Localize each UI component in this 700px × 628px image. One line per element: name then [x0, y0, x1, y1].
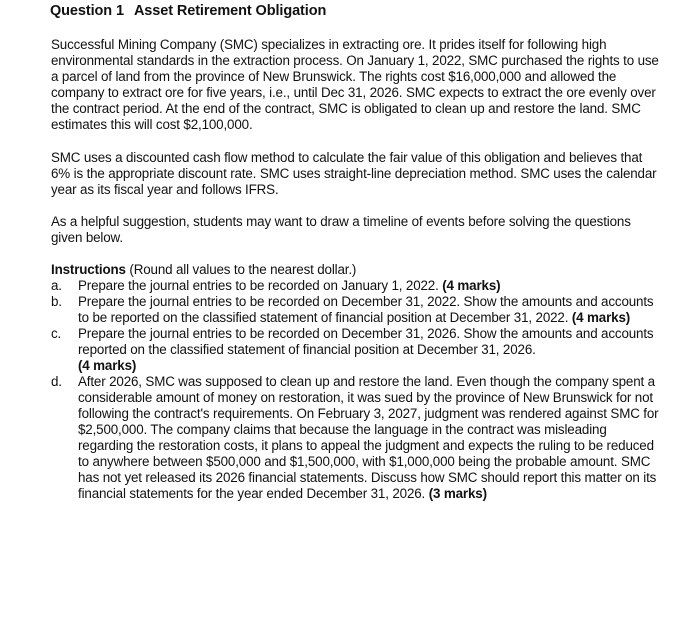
item-marker: d.: [51, 374, 62, 389]
item-text: Prepare the journal entries to be recorded on December 31, 2022. Show the amounts and accounts to be reported on the classified statement of financial position at December 31, 2022.: [78, 294, 654, 325]
item-marks: (3 marks): [428, 486, 487, 501]
item-marks: (4 marks): [571, 310, 631, 325]
instructions-section: [51, 262, 661, 502]
item-marker: b.: [51, 294, 62, 309]
item-text: After 2026, SMC was supposed to clean up and restore the land. Even though the company spent a considerable amount of money on restoration, it was sued by the province of New Brunswick for not following the contract's requirements. On February 3, 2027, judgment was rendered against SMC for $2,500,000. The company claims that because the language in the contract was misleading regarding the restoration costs, it plans to appeal the judgment and expects the ruling to be reduced to anywhere between $500,000 and $1,500,000, with $1,000,000 being the probable amount. SMC has not yet released its 2026 financial statements. Discuss how SMC should report this matter on its financial statements for the year ended December 31, 2026.: [78, 374, 659, 501]
item-text: Prepare the journal entries to be recorded on January 1, 2022.: [78, 278, 443, 293]
paragraph-methods: SMC uses a discounted cash flow method to calculate the fair value of this obligation and believes that 6% is the appropriate discount rate. SMC uses straight-line depreciation method. SMC uses the calendar year as its fiscal year and follows IFRS.: [51, 150, 657, 197]
question-topic: Asset Retirement Obligation: [133, 3, 327, 19]
instruction-item-a: [51, 278, 661, 294]
instruction-item-d: [51, 374, 661, 502]
paragraph-background: Successful Mining Company (SMC) specializes in extracting ore. It prides itself for following high environmental standards in the extraction process. On January 1, 2022, SMC purchased the rights to use a parcel of land from the province of New Brunswick. The rights cost $16,000,000 and allowed the company to extract ore for five years, i.e., until Dec 31, 2026. SMC expects to extract the ore evenly over the contract period. At the end of the contract, SMC is obligated to clean up and restore the land. SMC estimates this will cost $2,100,000.: [51, 37, 659, 132]
item-text: Prepare the journal entries to be recorded on December 31, 2026. Show the amounts and accounts reported on the classified statement of financial position at December 31, 2026.: [78, 326, 654, 357]
question-number: Question 1: [50, 3, 124, 19]
instructions-header: [51, 262, 661, 278]
paragraph-suggestion: As a helpful suggestion, students may want to draw a timeline of events before solving the questions given below.: [51, 214, 631, 245]
instructions-heading: Instructions: [51, 262, 126, 277]
instructions-note: (Round all values to the nearest dollar.): [125, 262, 357, 277]
item-marks: (4 marks): [78, 358, 137, 373]
instruction-item-b: [51, 294, 661, 326]
item-marker: c.: [51, 326, 62, 341]
instructions-list: [51, 278, 661, 502]
item-marker: a.: [51, 278, 62, 293]
question-title: [50, 3, 326, 19]
instruction-item-c: [51, 326, 661, 374]
item-marks: (4 marks): [442, 278, 501, 293]
